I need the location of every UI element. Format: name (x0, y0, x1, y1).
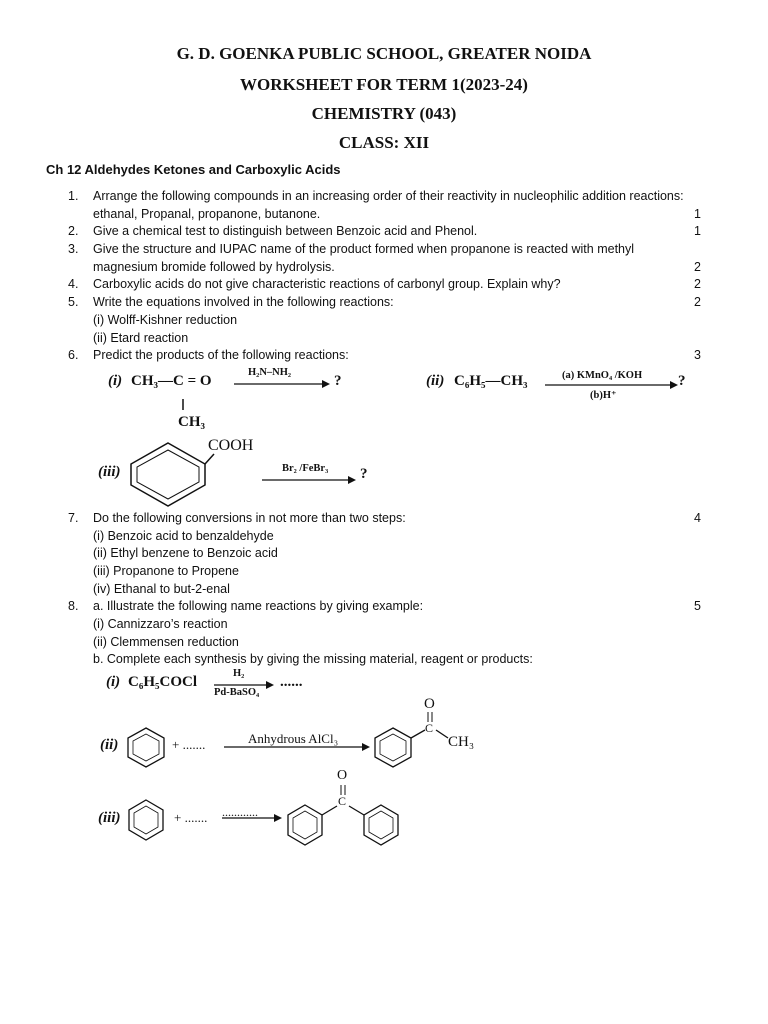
q8b-ii-carbon: C (425, 721, 434, 735)
question-number: 1. (68, 189, 79, 203)
class-title: CLASS: XII (338, 133, 430, 152)
q6-i-product: ? (334, 373, 342, 389)
q6-ii-reagent-a: (a) KMnO₄ /KOH (562, 370, 643, 381)
q8b-i-reagent-bottom: Pd-BaSO₄ (214, 687, 260, 698)
q6-i-substituent: CH₃ (178, 414, 205, 430)
chapter-title: Ch 12 Aldehydes Ketones and Carboxylic Acids (46, 162, 341, 177)
q8b-ii-label: (ii) (100, 737, 119, 753)
question-text: Give a chemical test to distinguish between Benzoic acid and Phenol. (93, 224, 478, 238)
q8b-iii-reagent: ............ (222, 805, 258, 819)
question-text: (ii) Clemmensen reduction (93, 635, 239, 649)
q6-iii-reagent: Br₂ /FeBr₃ (282, 463, 329, 474)
question-number: 8. (68, 599, 79, 613)
q6-ii-label: (ii) (426, 373, 445, 389)
subject-title: CHEMISTRY (043) (311, 104, 457, 123)
question-number: 4. (68, 277, 79, 291)
question-marks: 5 (694, 599, 701, 613)
benzophenone-structure (0, 0, 1, 1)
question-number: 2. (68, 224, 79, 238)
q6-i-reactant: CH₃—C = O (131, 373, 212, 389)
q8b-ii-reagent: Anhydrous AlCl₃ (248, 731, 339, 746)
q6-ii-product: ? (678, 373, 686, 389)
question-number: 5. (68, 295, 79, 309)
school-name: G. D. GOENKA PUBLIC SCHOOL, GREATER NOIDA (176, 44, 592, 63)
question-text: (i) Benzoic acid to benzaldehyde (93, 529, 274, 543)
question-text: ethanal, Propanal, propanone, butanone. (93, 207, 321, 221)
q8b-ii-plus: + ....... (172, 737, 206, 752)
question-text: (iii) Propanone to Propene (93, 564, 239, 578)
question-text: (i) Cannizzaro’s reaction (93, 617, 228, 631)
question-marks: 2 (694, 260, 701, 274)
worksheet-title: WORKSHEET FOR TERM 1(2023-24) (240, 75, 528, 94)
q6-i-label: (i) (108, 373, 123, 389)
q8b-i-reagent-top: H₂ (233, 668, 245, 679)
question-text: Predict the products of the following reactions: (93, 348, 349, 362)
question-text: Carboxylic acids do not give characteristic reactions of carbonyl group. Explain why? (93, 277, 561, 291)
question-marks: 1 (694, 207, 701, 221)
question-text: (iv) Ethanal to but-2-enal (93, 582, 230, 596)
q6-ii-reactant: C₆H₅—CH₃ (454, 373, 528, 389)
question-text: (ii) Etard reaction (93, 331, 189, 345)
question-marks: 3 (694, 348, 701, 362)
q8b-i-label: (i) (106, 674, 121, 690)
q8b-i-reactant: C₆H₅COCl (128, 674, 197, 690)
question-text: b. Complete each synthesis by giving the missing material, reagent or products: (93, 652, 533, 666)
question-number: 3. (68, 242, 79, 256)
q6-i-reagent: H₂N–NH₂ (248, 367, 292, 378)
question-marks: 2 (694, 295, 701, 309)
question-marks: 2 (694, 277, 701, 291)
question-marks: 1 (694, 224, 701, 238)
q6-iii-label: (iii) (98, 464, 121, 480)
q8b-iii-oxygen: O (337, 768, 348, 783)
question-text: Give the structure and IUPAC name of the product formed when propanone is reacted with methyl (93, 242, 635, 256)
question-text: Do the following conversions in not more than two steps: (93, 511, 406, 525)
question-marks: 4 (694, 511, 701, 525)
question-text: magnesium bromide followed by hydrolysis. (93, 260, 335, 274)
q8b-ii-methyl: CH₃ (448, 734, 475, 750)
q8b-i-product: ...... (280, 674, 303, 690)
question-text: Arrange the following compounds in an increasing order of their reactivity in nucleophilic addition reactions: (93, 189, 684, 203)
q8b-iii-plus: + ....... (174, 810, 208, 825)
question-text: (ii) Ethyl benzene to Benzoic acid (93, 546, 278, 560)
question-text: (i) Wolff-Kishner reduction (93, 313, 238, 327)
q6-ii-reagent-b: (b)H⁺ (590, 390, 617, 401)
q8b-ii-oxygen: O (424, 696, 435, 712)
q6-iii-group: COOH (208, 437, 254, 454)
q8b-iii-carbon: C (338, 794, 347, 808)
question-number: 7. (68, 511, 79, 525)
question-text: Write the equations involved in the following reactions: (93, 295, 394, 309)
question-number: 6. (68, 348, 79, 362)
q6-iii-product: ? (360, 466, 368, 482)
question-text: a. Illustrate the following name reactions by giving example: (93, 599, 424, 613)
q8b-iii-label: (iii) (98, 810, 121, 826)
